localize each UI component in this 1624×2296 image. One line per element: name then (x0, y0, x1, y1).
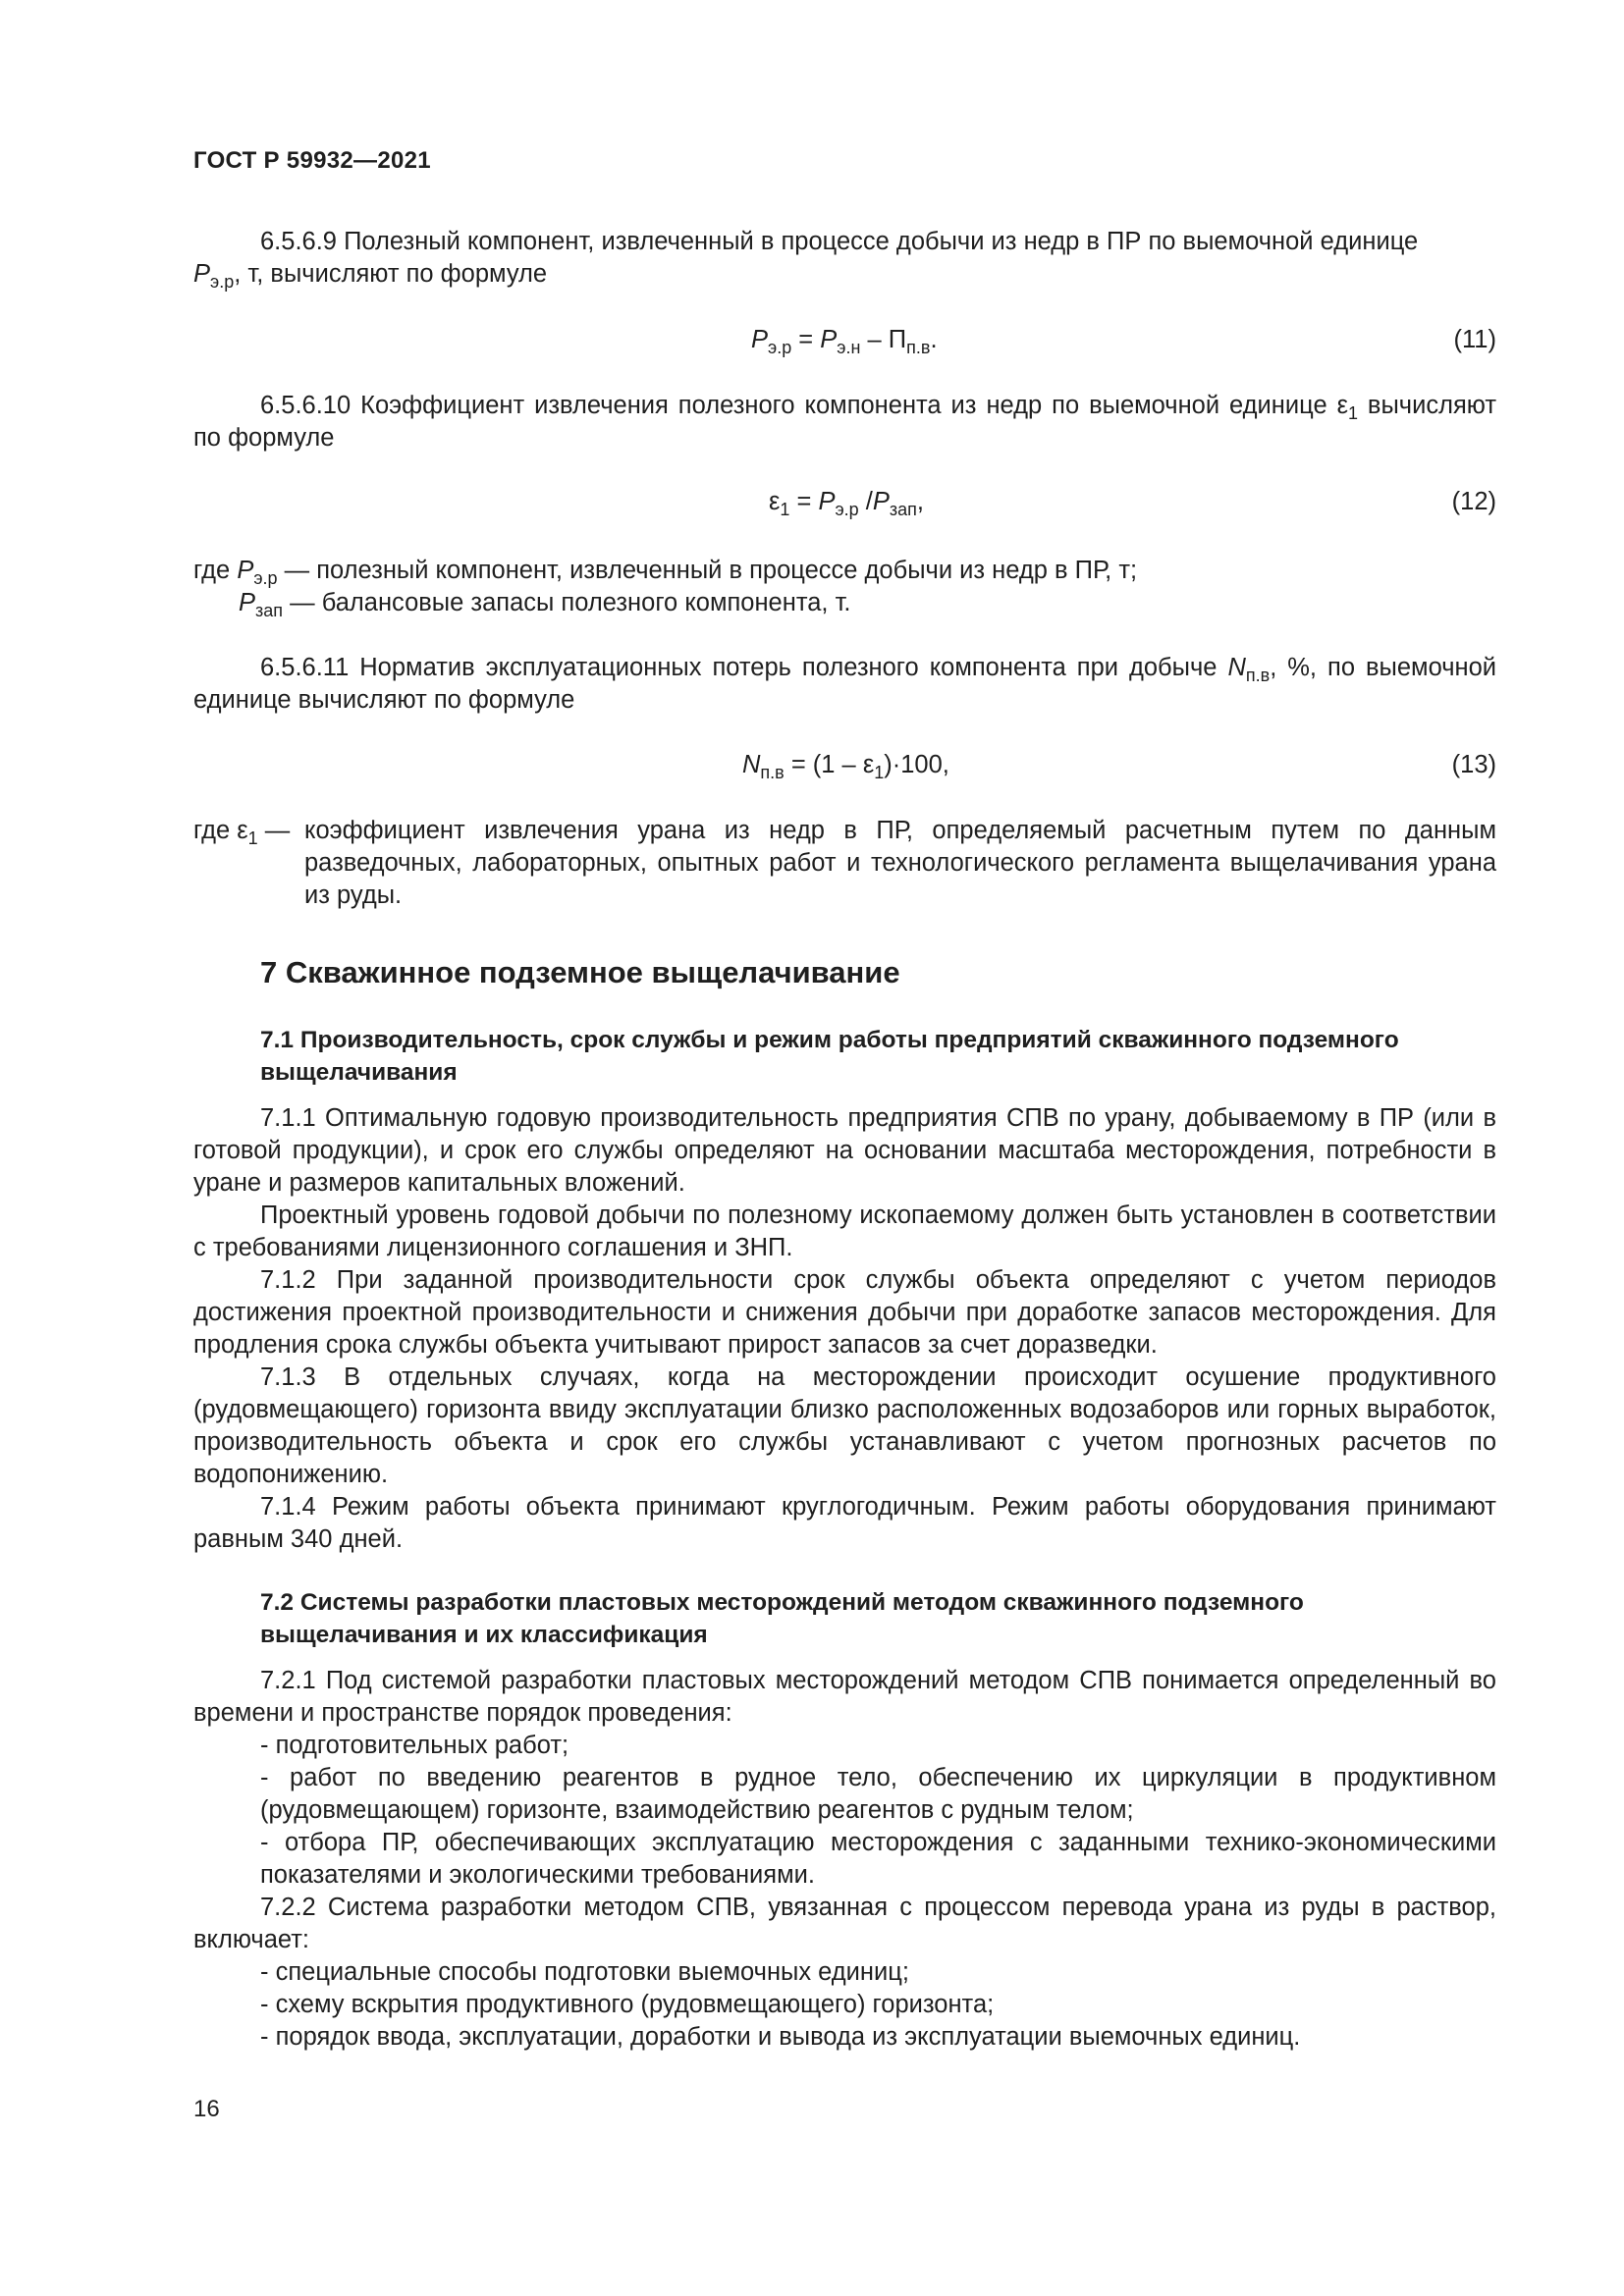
formula-symbol: P (818, 488, 836, 515)
symbol: P (237, 557, 254, 584)
section-heading-7-2: 7.2 Системы разработки пластовых месторождений методом скважинного подземного выщелачивания и их классификация (260, 1589, 1304, 1648)
formula-punct: )·100, (884, 751, 949, 778)
paragraph-text: 6.5.6.11 Норматив эксплуатационных потерь полезного компонента при добыче (260, 654, 1228, 681)
paragraph-7-1-3: 7.1.3 В отдельных случаях, когда на месторождении происходит осушение продуктивного (рудовмещающего) горизонта ввиду эксплуатации близко расположенных водозаборов или горных выработок, производительность объекта и срок его службы устанавливают с учетом прогнозных расчетов по водопонижению. (193, 1363, 1496, 1488)
formula-operator: = (789, 488, 819, 515)
formula-punct: . (930, 326, 938, 353)
list-item: - схему вскрытия продуктивного (рудовмещающего) горизонта; (260, 1991, 995, 2018)
list-item: - специальные способы подготовки выемочных единиц; (260, 1958, 909, 1986)
where-label-2 (193, 815, 290, 847)
subscript: зап (889, 500, 917, 519)
symbol: P (239, 589, 256, 616)
list-item: - порядок ввода, эксплуатации, доработки и вывода из эксплуатации выемочных единиц. (260, 2023, 1301, 2051)
paragraph-text: 6.5.6.9 Полезный компонент, извлеченный в процессе добычи из недр в ПР по выемочной единице (260, 228, 1419, 255)
subscript: э.н (837, 338, 861, 357)
formula-operator: = (1 – ε (784, 751, 875, 778)
paragraph-7-1-2: 7.1.2 При заданной производительности срок службы объекта определяют с учетом периодов достижения проектной производительности и снижения добычи при доработке запасов месторождения. Для продления срока службы объекта учитывают прирост запасов за счет доразведки. (193, 1266, 1496, 1359)
equation-number-11: (11) (1453, 326, 1496, 353)
subscript: э.р (835, 500, 859, 519)
paragraph-text: , %, по выемочной единице вычисляют по формуле (193, 654, 1496, 714)
formula-operator: = (791, 326, 821, 353)
where-definition-2: коэффициент извлечения урана из недр в ПР, определяемый расчетным путем по данным разведочных, лабораторных, опытных работ и технологического регламента выщелачивания урана из руды. (304, 817, 1496, 909)
formula-symbol: ε (769, 488, 781, 515)
paragraph-7-1-4: 7.1.4 Режим работы объекта принимают круглогодичным. Режим работы оборудования принимают равным 340 дней. (193, 1493, 1496, 1553)
subscript: 1 (1347, 403, 1358, 423)
where-line-2 (239, 587, 851, 619)
paragraph-7-1-1-b: Проектный уровень годовой добычи по полезному ископаемому должен быть установлен в соответствии с требованиями лицензионного соглашения и ЗНП. (193, 1201, 1496, 1261)
list-item: - подготовительных работ; (260, 1732, 569, 1759)
page-number: 16 (193, 2096, 220, 2122)
paragraph-text: , т, вычисляют по формуле (234, 260, 548, 288)
subscript: э.р (768, 338, 792, 357)
subscript: 1 (780, 500, 790, 519)
formula-symbol: N (742, 751, 761, 778)
where-label: где (193, 557, 238, 584)
paragraph-text: вычисляют по формуле (193, 392, 1497, 452)
paragraph-6-5-6-11 (193, 652, 1496, 717)
subscript: э.р (210, 272, 235, 292)
symbol: N (1227, 654, 1246, 681)
definition-text: — балансовые запасы полезного компонента, т. (283, 589, 851, 616)
formula-punct: , (916, 488, 924, 515)
formula-symbol: P (820, 326, 838, 353)
formula-11 (751, 326, 938, 357)
paragraph-6-5-6-9 (193, 226, 1496, 291)
subscript: э.р (253, 568, 278, 588)
subscript: зап (255, 601, 284, 620)
paragraph-text: 6.5.6.10 Коэффициент извлечения полезного компонента из недр по выемочной единице ε (260, 392, 1348, 419)
where-dash: — (257, 817, 291, 844)
paragraph-7-2-1: 7.2.1 Под системой разработки пластовых месторождений методом СПВ понимается определенный во времени и пространстве порядок проведения: (193, 1667, 1496, 1727)
formula-12 (769, 488, 924, 519)
paragraph-7-1-1: 7.1.1 Оптимальную годовую производительность предприятия СПВ по урану, добываемому в ПР (или в готовой продукции), и срок его службы определяют на основании масштаба месторождения, потребности в уране и размеров капитальных вложений. (193, 1104, 1496, 1197)
section-heading-7: 7 Скважинное подземное выщелачивание (260, 955, 900, 989)
subscript: 1 (874, 763, 885, 782)
formula-symbol: P (751, 326, 769, 353)
formula-operator: – П (860, 326, 907, 353)
paragraph-6-5-6-10 (193, 390, 1496, 454)
paragraph-7-2-2: 7.2.2 Система разработки методом СПВ, увязанная с процессом перевода урана из руды в раствор, включает: (193, 1894, 1496, 1953)
where-label: где ε (193, 817, 248, 844)
document-header: ГОСТ Р 59932—2021 (193, 147, 431, 174)
subscript: 1 (247, 828, 258, 848)
list-item: - отбора ПР, обеспечивающих эксплуатацию месторождения с заданными технико-экономическими показателями и экологическими требованиями. (260, 1829, 1496, 1889)
where-line-1 (193, 555, 1137, 587)
formula-symbol: P (872, 488, 890, 515)
section-heading-7-1: 7.1 Производительность, срок службы и режим работы предприятий скважинного подземного выщелачивания (260, 1027, 1399, 1086)
subscript: п.в (760, 763, 785, 782)
formula-13 (742, 751, 949, 782)
equation-number-13: (13) (1451, 751, 1496, 778)
definition-text: — полезный компонент, извлеченный в процессе добычи из недр в ПР, т; (277, 557, 1138, 584)
subscript: п.в (906, 338, 931, 357)
list-item: - работ по введению реагентов в рудное тело, обеспечению их циркуляции в продуктивном (рудовмещающем) горизонте, взаимодействию реагентов с рудным телом; (260, 1764, 1496, 1824)
subscript: п.в (1245, 666, 1271, 685)
equation-number-12: (12) (1451, 488, 1496, 515)
formula-operator: / (858, 488, 873, 515)
symbol: P (193, 260, 211, 288)
